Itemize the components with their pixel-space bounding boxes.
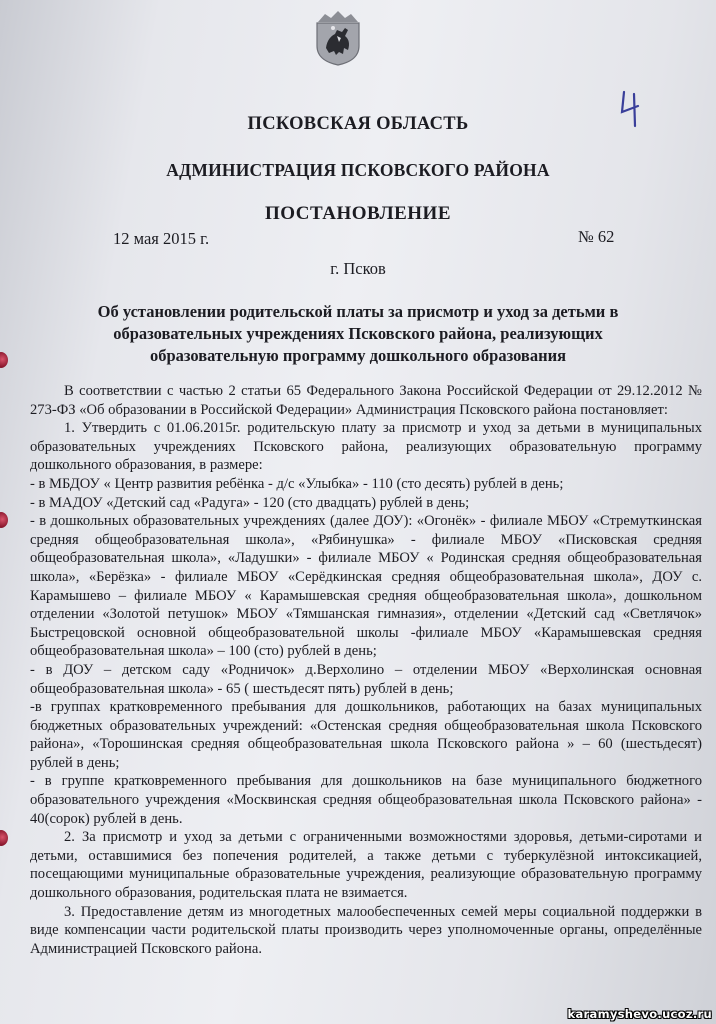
paragraph-item-2: 2. За присмотр и уход за детьми с ограниченными возможностями здоровья, детьми-сиротами и детьми, оставшимися без попечения родителей, а также детьми с туберкулёзной интоксикацией, посещающими муниципальные образовательные учреждения, реализующие образовательную программу дошкольного образования, родительская плата не взимается. (30, 829, 702, 902)
title-line: образовательных учреждениях Псковского района, реализующих (113, 324, 603, 343)
document-date: 12 мая 2015 г. (113, 229, 210, 248)
administration-heading: АДМИНИСТРАЦИЯ ПСКОВСКОГО РАЙОНА (166, 160, 550, 180)
paragraph-fee-moskvino: - в группе кратковременного пребывания для дошкольников на базе муниципального бюджетного образовательного учреждения «Москвинская средняя общеобразовательная школа Псковского района» - 40(сорок) рублей в день. (30, 773, 702, 827)
paragraph-fee-dou-list: - в дошкольных образовательных учреждениях (далее ДОУ): «Огонёк» - филиале МБОУ «Стремуткинская средняя общеобразовательная школа», «Рябинушка» - филиале МБОУ «Писковская средняя общеобразовательная школа», «Ладушки» - филиале МБОУ « Родинская средняя общеобразовательная школа», «Берёзка» - филиале МБОУ «Серёдкинская средняя общеобразовательная школа», ДОУ с. Карамышево – филиале МБОУ « Карамышевская средняя общеобразовательная школа», дошкольном отделении «Золотой петушок» МБОУ «Тямшанская гимназия», отделении «Детский сад «Светлячок» Быстрецовской основной общеобразовательной школы -филиале МБОУ «Карамышевская средняя общеобразовательная школа» – 100 (сто) рублей в день; (30, 513, 702, 660)
paragraph-item-1: 1. Утвердить с 01.06.2015г. родительскую плату за присмотр и уход за детьми в муниципальных образовательных учреждениях Псковского района, реализующих образовательную программу дошкольного образования, в размере: (30, 420, 702, 474)
binder-ring-icon (0, 830, 8, 846)
svg-text:4: 4 (620, 86, 621, 87)
paragraph-item-3: 3. Предоставление детям из многодетных малообеспеченных семей меры социальной поддержки в виде компенсации части родительской платы производить через уполномоченные органы, определённые Администрацией Псковского района. (30, 903, 702, 957)
title-line: образовательную программу дошкольного образования (149, 346, 567, 365)
paragraph-preamble: В соответствии с частью 2 статьи 65 Федерального Закона Российской Федерации от 29.12.2012 № 273-ФЗ «Об образовании в Российской Федерации» Администрация Псковского района постановляет: (30, 383, 702, 418)
document-type-heading: ПОСТАНОВЛЕНИЕ (264, 203, 452, 224)
document-city: г. Псков (330, 259, 386, 278)
region-heading: ПСКОВСКАЯ ОБЛАСТЬ (247, 114, 469, 134)
paragraph-fee-ulybka: - в МБДОУ « Центр развития ребёнка - д/с «Улыбка» - 110 (сто десять) рублей в день; (30, 475, 564, 492)
title-line: Об установлении родительской платы за присмотр и уход за детьми в (97, 302, 619, 321)
paragraph-fee-short-stay-groups: -в группах кратковременного пребывания для дошкольников, работающих на базах муниципальных бюджетных образовательных учреждений: «Остенская средняя общеобразовательная школа Псковского района», «Торошинская средняя общеобразовательная школа Псковского района » – 60 (шестьдесят) рублей в день; (30, 699, 702, 771)
document-body (30, 382, 702, 958)
document-number: № 62 (578, 227, 615, 246)
paragraph-fee-raduga: - в МАДОУ «Детский сад «Радуга» - 120 (сто двадцать) рублей в день; (30, 494, 470, 511)
document-title (0, 301, 716, 367)
paragraph-fee-rodnichok: - в ДОУ – детском саду «Родничок» д.Верхолино – отделении МБОУ «Верхолинская основная общеобразовательная школа» - 65 ( шестьдесят пять) рублей в день; (30, 661, 702, 697)
binder-ring-icon (0, 512, 8, 528)
site-watermark: karamyshevo.ucoz.ru (567, 1007, 712, 1021)
coat-of-arms-icon (315, 8, 361, 66)
